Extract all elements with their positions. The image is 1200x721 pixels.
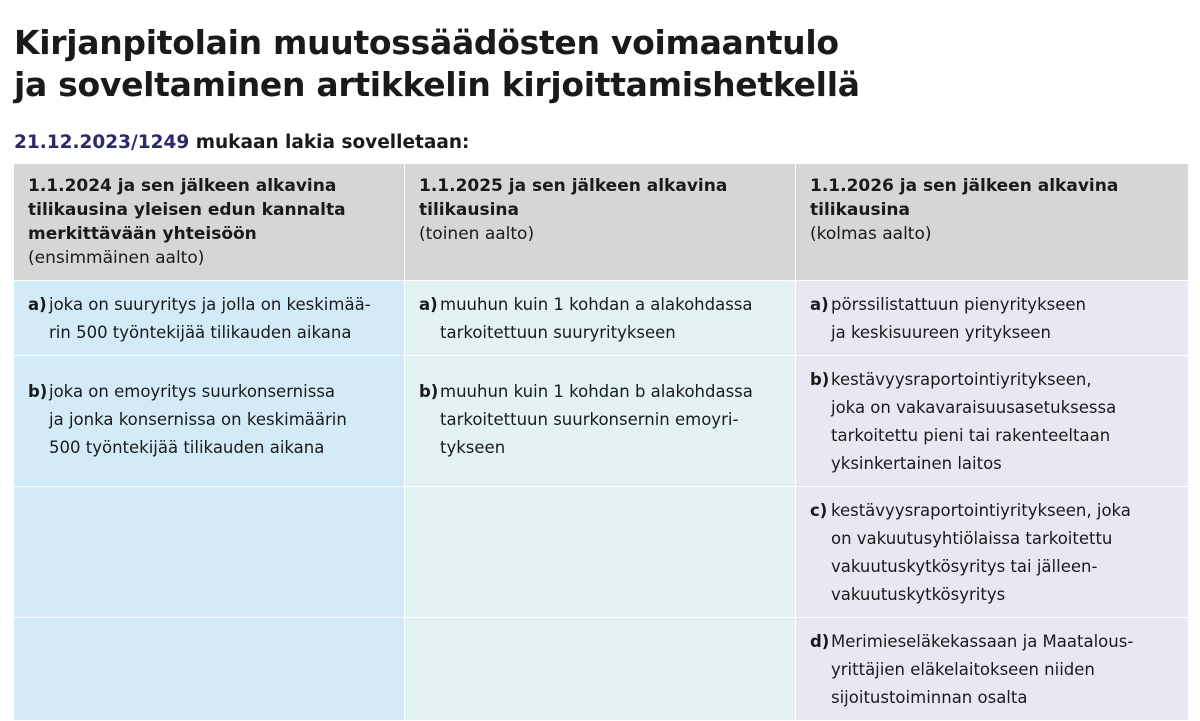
- table-row: [14, 281, 1189, 356]
- item-letter: a): [810, 295, 829, 314]
- table-cell: [796, 356, 1189, 487]
- table-cell: [14, 281, 405, 356]
- item-letter: c): [810, 501, 828, 520]
- item-letter: b): [419, 382, 439, 401]
- page-title: [14, 22, 860, 106]
- header-second-wave-title: 1.1.2025 ja sen jälkeen alkavina tilikausina: [419, 176, 728, 220]
- intro-text: [14, 131, 469, 155]
- table-row: [14, 356, 1189, 487]
- header-third-wave-sub: (kolmas aalto): [810, 224, 932, 244]
- item-text: kestävyysraportointiyritykseen, joka on vakavaraisuusasetuksessa tarkoitettu pieni tai rakenteeltaan yksinkertainen laitos: [831, 370, 1117, 473]
- table-cell-empty: [14, 618, 405, 721]
- table-cell: [796, 487, 1189, 618]
- item-letter: a): [28, 295, 47, 314]
- header-third-wave: [796, 164, 1189, 281]
- table-header-row: [14, 164, 1189, 281]
- table-row: [14, 487, 1189, 618]
- item-letter: d): [810, 632, 830, 651]
- table-cell-empty: [405, 618, 796, 721]
- table-cell: [405, 356, 796, 487]
- intro-rest: mukaan lakia sovelletaan:: [189, 132, 470, 153]
- law-reference: 21.12.2023/1249: [14, 132, 190, 153]
- item-text: pörssilistattuun pienyritykseen ja keskisuureen yritykseen: [831, 295, 1086, 342]
- table-cell-empty: [405, 487, 796, 618]
- item-text: muuhun kuin 1 kohdan b alakohdassa tarkoitettuun suurkonsernin emoyri- tykseen: [440, 382, 753, 457]
- header-first-wave-sub: (ensimmäinen aalto): [28, 248, 205, 268]
- table-cell-empty: [14, 487, 405, 618]
- application-table: [13, 163, 1189, 721]
- item-letter: a): [419, 295, 438, 314]
- table-cell: [796, 281, 1189, 356]
- table-row: [14, 618, 1189, 721]
- header-third-wave-title: 1.1.2026 ja sen jälkeen alkavina tilikausina: [810, 176, 1119, 220]
- item-text: kestävyysraportointiyritykseen, joka on vakuutusyhtiölaissa tarkoitettu vakuutuskytkösyritys tai jälleen- vakuutuskytkösyritys: [831, 501, 1131, 604]
- item-text: Merimieseläkekassaan ja Maatalous- yrittäjien eläkelaitokseen niiden sijoitustoiminnan osalta: [831, 632, 1134, 707]
- table-cell: [14, 356, 405, 487]
- item-letter: b): [810, 370, 830, 389]
- table-cell: [796, 618, 1189, 721]
- page-title-line-1: Kirjanpitolain muutossäädösten voimaantulo: [14, 23, 839, 62]
- item-text: joka on suuryritys ja jolla on keskimää- rin 500 työntekijää tilikauden aikana: [49, 295, 371, 342]
- header-second-wave-sub: (toinen aalto): [419, 224, 535, 244]
- item-letter: b): [28, 382, 48, 401]
- item-text: muuhun kuin 1 kohdan a alakohdassa tarkoitettuun suuryritykseen: [440, 295, 753, 342]
- item-text: joka on emoyritys suurkonsernissa ja jonka konsernissa on keskimäärin 500 työntekijää tilikauden aikana: [49, 382, 347, 457]
- header-second-wave: [405, 164, 796, 281]
- table-cell: [405, 281, 796, 356]
- header-first-wave-title: 1.1.2024 ja sen jälkeen alkavina tilikausina yleisen edun kannalta merkittävään yhteisöön: [28, 176, 346, 244]
- header-first-wave: [14, 164, 405, 281]
- page-title-line-2: ja soveltaminen artikkelin kirjoittamishetkellä: [14, 65, 860, 104]
